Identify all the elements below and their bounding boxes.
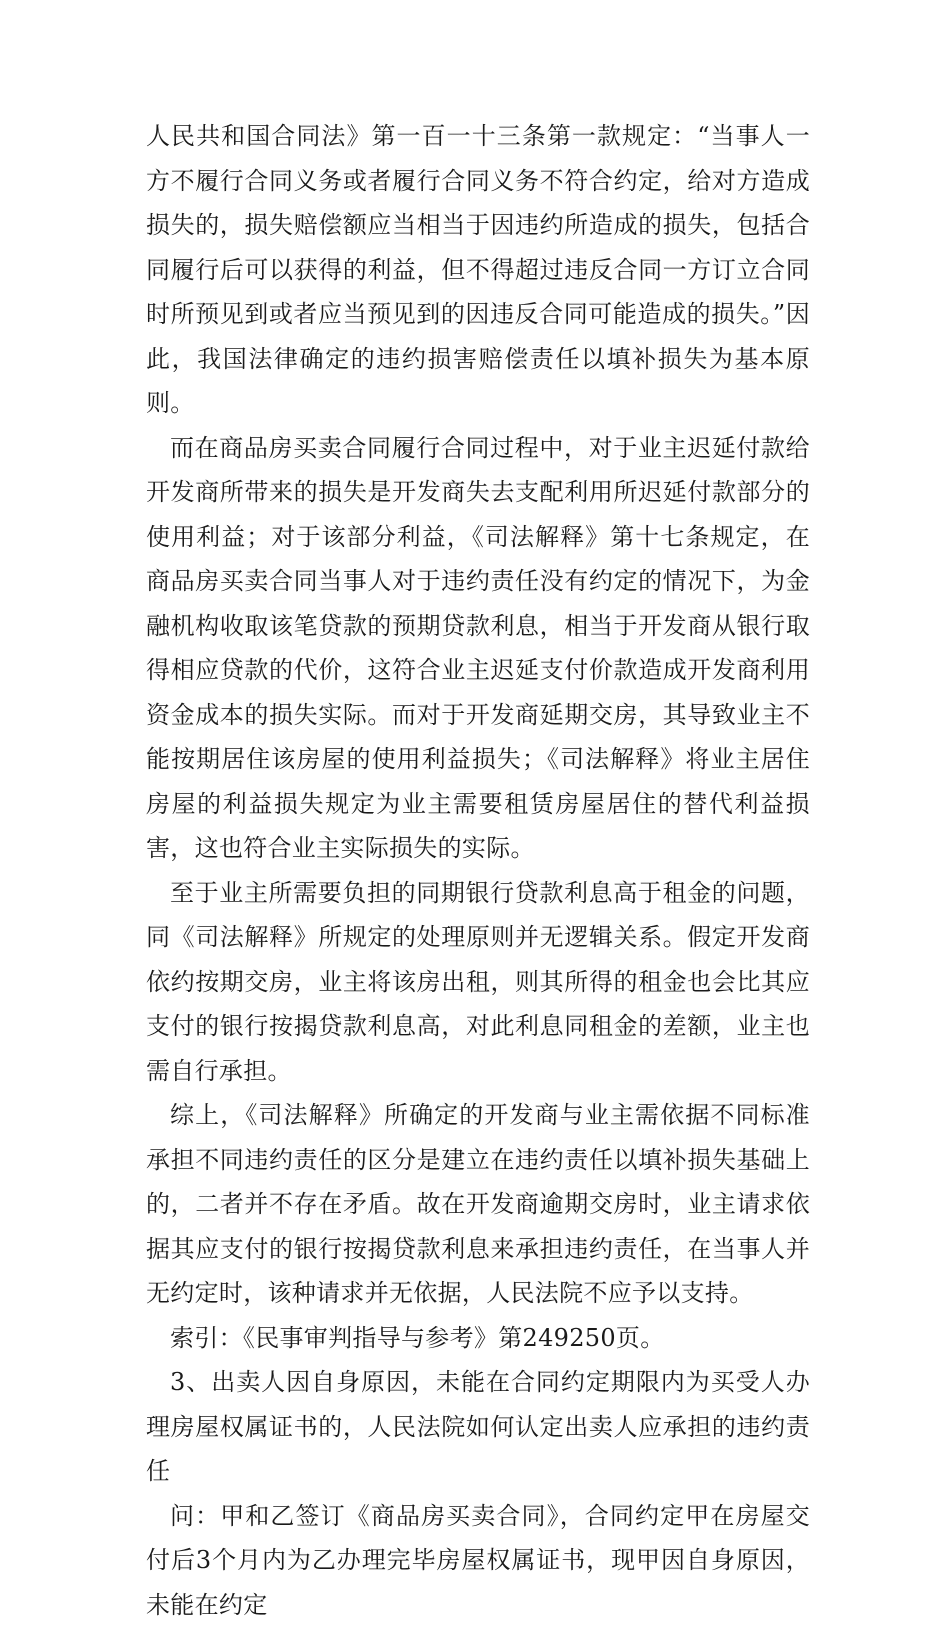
paragraph-question-body: 问：甲和乙签订《商品房买卖合同》，合同约定甲在房屋交付后3个月内为乙办理完毕房屋权属证书，现甲因自身原因，未能在约定 [146, 1494, 810, 1627]
document-body [146, 114, 810, 1627]
paragraph-interest-vs-rent: 至于业主所需要负担的同期银行贷款利息高于租金的问题，同《司法解释》所规定的处理原则并无逻辑关系。假定开发商依约按期交房，业主将该房出租，则其所得的租金也会比其应支付的银行按揭贷款利息高，对此利息同租金的差额，业主也需自行承担。 [146, 871, 810, 1094]
paragraph-contract-law-article: 人民共和国合同法》第一百一十三条第一款规定：“当事人一方不履行合同义务或者履行合同义务不符合约定，给对方造成损失的，损失赔偿额应当相当于因违约所造成的损失，包括合同履行后可以获得的利益，但不得超过违反合同一方订立合同时所预见到或者应当预见到的因违反合同可能造成的损失。”因此，我国法律确定的违约损害赔偿责任以填补损失为基本原则。 [146, 114, 810, 426]
paragraph-summary: 综上，《司法解释》所确定的开发商与业主需依据不同标准承担不同违约责任的区分是建立在违约责任以填补损失基础上的，二者并不存在矛盾。故在开发商逾期交房时，业主请求依据其应支付的银行按揭贷款利息来承担违约责任，在当事人并无约定时，该种请求并无依据，人民法院不应予以支持。 [146, 1093, 810, 1316]
paragraph-question-heading: 3、出卖人因自身原因，未能在合同约定期限内为买受人办理房屋权属证书的，人民法院如何认定出卖人应承担的违约责任 [146, 1360, 810, 1494]
paragraph-citation: 索引：《民事审判指导与参考》第249250页。 [146, 1316, 810, 1361]
paragraph-buyer-seller-losses: 而在商品房买卖合同履行合同过程中，对于业主迟延付款给开发商所带来的损失是开发商失去支配利用所迟延付款部分的使用利益；对于该部分利益，《司法解释》第十七条规定，在商品房买卖合同当事人对于违约责任没有约定的情况下，为金融机构收取该笔贷款的预期贷款利息，相当于开发商从银行取得相应贷款的代价，这符合业主迟延支付价款造成开发商利用资金成本的损失实际。而对于开发商延期交房，其导致业主不能按期居住该房屋的使用利益损失；《司法解释》将业主居住房屋的利益损失规定为业主需要租赁房屋居住的替代利益损害，这也符合业主实际损失的实际。 [146, 426, 810, 871]
